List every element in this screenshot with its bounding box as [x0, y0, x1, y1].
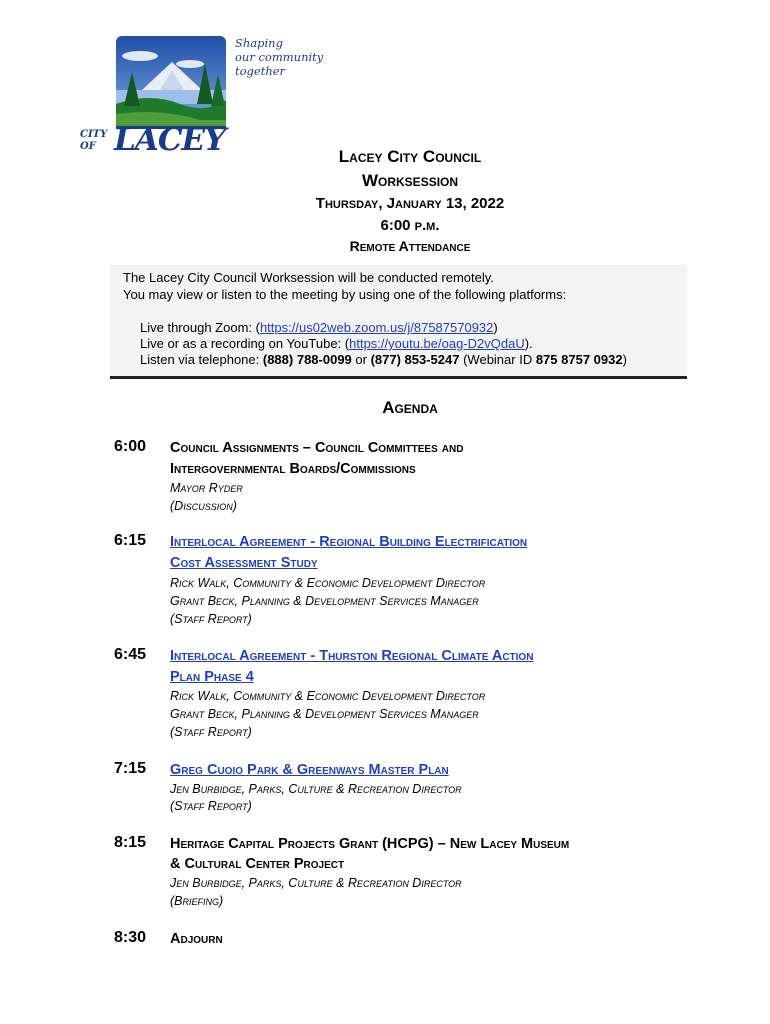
tagline-line: together: [235, 64, 286, 78]
youtube-label: Live or as a recording on YouTube: (: [140, 336, 350, 351]
session-title: Worksession: [361, 171, 459, 190]
item-presenter: Jen Burbidge, Parks, Culture & Recreation Director: [170, 782, 462, 796]
item-presenter: Rick Walk, Community & Economic Development Director: [170, 576, 486, 590]
phone-number-2: (877) 853-5247: [370, 352, 460, 367]
remote-notice: [110, 265, 687, 379]
city-logo: [80, 34, 330, 164]
phone-or: or: [351, 352, 371, 367]
logo-tagline: [235, 36, 323, 78]
item-title: Council Assignments – Council Committees and: [170, 440, 464, 456]
item-type: (Staff Report): [170, 725, 252, 739]
zoom-label: Live through Zoom: (: [140, 320, 260, 335]
telephone-label: Listen via telephone:: [140, 352, 263, 367]
tagline-line: Shaping: [235, 36, 283, 50]
youtube-paren: ).: [524, 336, 533, 351]
webinar-paren: ): [622, 352, 627, 367]
webinar-label: (Webinar ID: [459, 352, 536, 367]
phone-number-1: (888) 788-0099: [262, 352, 352, 367]
item-title-link[interactable]: Plan Phase 4: [170, 669, 254, 685]
council-title: Lacey City Council: [338, 147, 482, 166]
item-title-link[interactable]: Interlocal Agreement - Regional Building Electrification: [170, 534, 528, 550]
item-presenter: Grant Beck, Planning & Development Services Manager: [170, 707, 479, 721]
item-presenter: Jen Burbidge, Parks, Culture & Recreation Director: [170, 876, 462, 890]
item-time: 7:15: [114, 760, 147, 777]
item-type: (Briefing): [170, 894, 224, 908]
item-title: Adjourn: [170, 931, 223, 947]
item-presenter: Rick Walk, Community & Economic Development Director: [170, 689, 486, 703]
item-type: (Staff Report): [170, 612, 252, 626]
meeting-date: Thursday, January 13, 2022: [315, 195, 505, 212]
logo-city-of: [80, 130, 107, 152]
item-type: (Discussion): [170, 499, 237, 513]
item-title-link[interactable]: Interlocal Agreement - Thurston Regional Climate Action: [170, 648, 534, 664]
webinar-id: 875 8757 0932: [535, 352, 623, 367]
meeting-time: 6:00 p.m.: [380, 217, 440, 234]
agenda-heading: Agenda: [382, 398, 438, 417]
logo-city-name: LACEY: [114, 122, 226, 158]
attendance-mode: Remote Attendance: [349, 238, 471, 254]
zoom-link[interactable]: https://us02web.zoom.us/j/87587570932: [259, 320, 494, 335]
item-title-link[interactable]: Greg Cuoio Park & Greenways Master Plan: [170, 762, 449, 778]
item-presenter: Mayor Ryder: [170, 481, 243, 495]
item-time: 6:45: [114, 646, 147, 663]
item-presenter: Grant Beck, Planning & Development Services Manager: [170, 594, 479, 608]
item-time: 6:00: [114, 438, 147, 455]
notice-line-1: The Lacey City Council Worksession will be conducted remotely.: [123, 270, 494, 285]
item-time: 8:30: [114, 929, 147, 946]
item-title: & Cultural Center Project: [170, 856, 345, 872]
notice-divider: [110, 376, 687, 379]
item-time: 6:15: [114, 532, 147, 549]
youtube-link[interactable]: https://youtu.be/oag-D2vQdaU: [349, 336, 525, 351]
telephone-line: [140, 352, 627, 367]
item-title: Intergovernmental Boards/Commissions: [170, 461, 416, 477]
item-time: 8:15: [114, 834, 147, 851]
item-title-link[interactable]: Cost Assessment Study: [170, 555, 318, 571]
zoom-line: [140, 320, 498, 335]
item-title: Heritage Capital Projects Grant (HCPG) – New Lacey Museum: [170, 836, 570, 852]
youtube-line: [140, 336, 533, 351]
notice-line-2: You may view or listen to the meeting by using one of the following platforms:: [123, 287, 567, 302]
item-type: (Staff Report): [170, 799, 252, 813]
tagline-line: our community: [235, 50, 324, 64]
logo-city-word: CITY: [80, 129, 108, 140]
logo-of-word: OF: [80, 141, 96, 152]
zoom-paren: ): [493, 320, 498, 335]
